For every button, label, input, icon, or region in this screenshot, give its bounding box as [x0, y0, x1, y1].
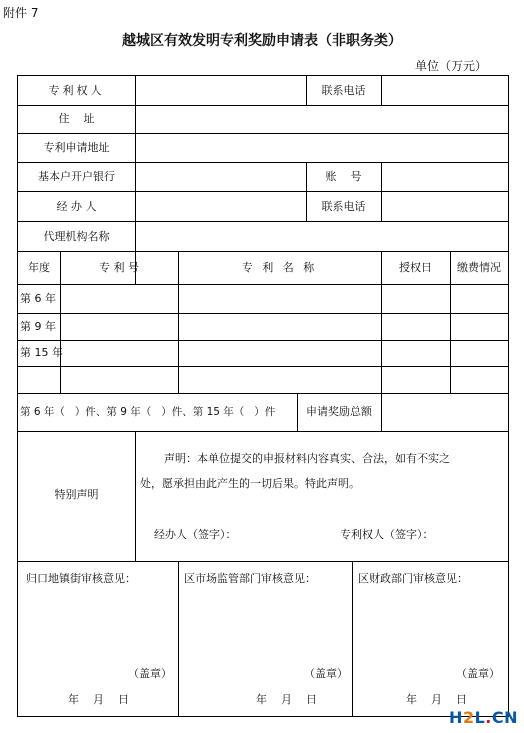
unit-label: 单位（万元） — [415, 59, 488, 73]
patentee-label: 专利权人 — [48, 84, 105, 97]
handler-signature: 经办人（签字）： — [154, 528, 237, 541]
agency-label: 代理机构名称 — [43, 230, 110, 243]
finance-review-title: 区财政部门审核意见： — [358, 572, 468, 585]
patent-address-label: 专利申请地址 — [43, 141, 110, 154]
watermark-logo — [449, 708, 518, 727]
date-1: 年 月 日 — [68, 693, 129, 706]
attachment-number: 附件 7 — [3, 6, 39, 20]
stamp-2: （盖章） — [304, 667, 348, 680]
year-row-9: 第 9 年 — [20, 320, 56, 333]
application-form — [17, 75, 509, 717]
declaration-label: 特别声明 — [54, 488, 99, 501]
patentee-signature: 专利权人（签字）： — [340, 528, 434, 541]
total-amount-label: 申请奖励总额 — [306, 405, 372, 418]
count-summary: 第 6 年（ ）件、第 9 年（ ）件、第 15 年（ ）件 — [20, 406, 276, 418]
year-row-15: 第 15 年 — [20, 346, 63, 359]
watermark-cn: CN — [491, 708, 518, 727]
patent-name-header: 专 利 名 称 — [241, 261, 318, 274]
watermark-l: L — [474, 708, 486, 727]
address-label: 住 址 — [58, 112, 95, 125]
watermark-dot: . — [485, 708, 492, 727]
date-2: 年 月 日 — [256, 693, 317, 706]
watermark-2: 2 — [462, 708, 475, 727]
stamp-1: （盖章） — [128, 667, 172, 680]
declaration-line-2: 处，愿承担由此产生的一切后果。特此声明。 — [140, 477, 360, 490]
bank-label: 基本户开户银行 — [38, 170, 115, 183]
contact-phone-label: 联系电话 — [321, 84, 366, 97]
year-row-6: 第 6 年 — [20, 292, 56, 305]
patent-no-header: 专 利 号 — [99, 261, 139, 274]
grant-date-header: 授权日 — [399, 261, 432, 274]
contact-phone-label-2: 联系电话 — [321, 200, 366, 213]
year-header: 年度 — [28, 261, 50, 274]
date-3: 年 月 日 — [406, 693, 467, 706]
stamp-3: （盖章） — [456, 667, 500, 680]
fee-status-header: 缴费情况 — [457, 261, 501, 274]
account-label: 账 号 — [325, 170, 362, 183]
page-title: 越城区有效发明专利奖励申请表（非职务类） — [122, 33, 402, 49]
town-review-title: 归口地镇街审核意见： — [26, 572, 136, 585]
declaration-line-1: 声明：本单位提交的申报材料内容真实、合法，如有不实之 — [164, 452, 450, 465]
handler-label: 经 办 人 — [56, 200, 97, 213]
market-review-title: 区市场监管部门审核意见： — [184, 572, 316, 585]
watermark-h: H — [449, 708, 463, 727]
